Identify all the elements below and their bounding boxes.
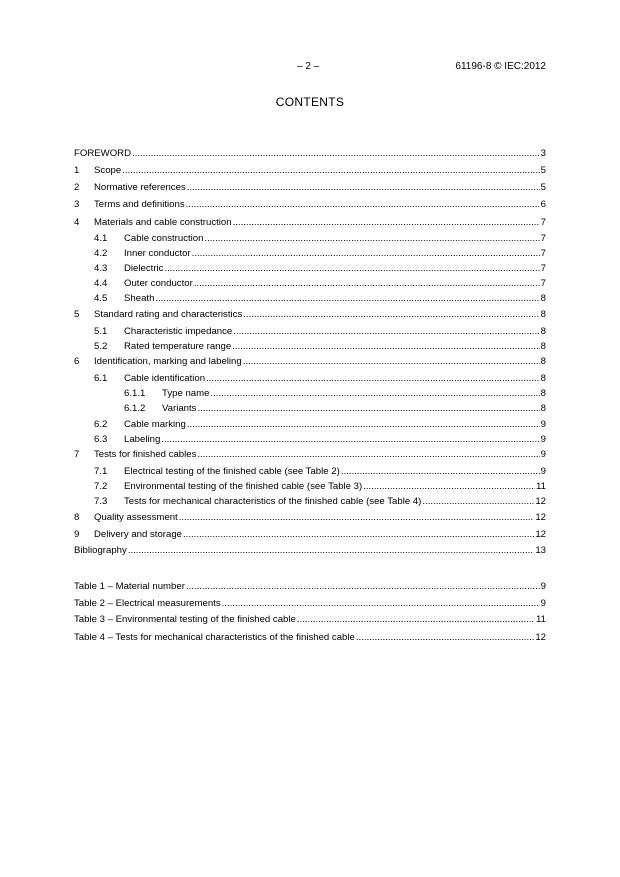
table-caption: Table 2 – Electrical measurements <box>74 598 221 609</box>
toc-entry-title: Identification, marking and labeling <box>94 356 242 367</box>
page-reference: 5 <box>540 182 546 193</box>
dot-leader <box>192 247 540 260</box>
toc-entry[interactable] <box>74 528 546 541</box>
page-reference: 8 <box>540 403 546 414</box>
toc-entry-title: Materials and cable construction <box>94 217 232 228</box>
toc-entry-number: 7.3 <box>94 496 108 507</box>
toc-entry-number: 6.2 <box>94 419 108 430</box>
list-of-tables-entry[interactable] <box>74 613 546 626</box>
toc-entry[interactable] <box>74 402 546 415</box>
toc-entry[interactable] <box>74 465 546 478</box>
page-reference: 8 <box>540 356 546 367</box>
dot-leader <box>179 511 535 524</box>
dot-leader <box>183 528 534 541</box>
toc-entry[interactable] <box>74 232 546 245</box>
toc-entry-title: Cable marking <box>124 419 186 430</box>
toc-entry-title: Terms and definitions <box>94 199 185 210</box>
page-reference: 8 <box>540 293 546 304</box>
toc-entry-number: 7.1 <box>94 466 108 477</box>
page-reference: 8 <box>540 326 546 337</box>
toc-entry[interactable] <box>74 247 546 260</box>
page-reference: 7 <box>540 248 546 259</box>
toc-entry-title: FOREWORD <box>74 148 132 159</box>
toc-entry-number: 6.1.1 <box>124 388 146 399</box>
toc-entry-number: 3 <box>74 199 80 210</box>
dot-leader <box>187 418 540 431</box>
toc-entry-number: 4.4 <box>94 278 108 289</box>
page-title: CONTENTS <box>275 95 345 109</box>
page-reference: 13 <box>535 545 546 556</box>
page-reference: 9 <box>540 598 546 609</box>
toc-entry-number: 4.5 <box>94 293 108 304</box>
dot-leader <box>422 495 534 508</box>
toc-entry-title: Labeling <box>124 434 161 445</box>
page-number: – 2 – <box>297 61 320 72</box>
dot-leader <box>243 355 540 368</box>
toc-entry[interactable] <box>74 181 546 194</box>
toc-entry-number: 7 <box>74 449 80 460</box>
toc-entry[interactable] <box>74 292 546 305</box>
toc-entry-number: 1 <box>74 165 80 176</box>
dot-leader <box>233 325 539 338</box>
toc-entry[interactable] <box>74 433 546 446</box>
dot-leader <box>164 262 539 275</box>
dot-leader <box>187 181 540 194</box>
toc-entry-title: Tests for finished cables <box>94 449 197 460</box>
toc-entry-title: Standard rating and characteristics <box>94 309 243 320</box>
toc-entry-number: 4.2 <box>94 248 108 259</box>
toc-entry-title: Quality assessment <box>94 512 178 523</box>
dot-leader <box>363 480 535 493</box>
toc-entry-number: 6.1.2 <box>124 403 146 414</box>
toc-entry-title: Delivery and storage <box>94 529 182 540</box>
page-reference: 7 <box>540 278 546 289</box>
toc-entry[interactable] <box>74 262 546 275</box>
toc-entry-number: 6.1 <box>94 373 108 384</box>
dot-leader <box>197 448 539 461</box>
page-reference: 5 <box>540 165 546 176</box>
toc-entry-number: 5 <box>74 309 80 320</box>
toc-entry-title: Scope <box>94 165 122 176</box>
page-reference: 12 <box>535 529 546 540</box>
page-reference: 8 <box>540 373 546 384</box>
dot-leader <box>356 631 534 644</box>
toc-entry[interactable] <box>74 325 546 338</box>
table-caption: Table 3 – Environmental testing of the finished cable <box>74 614 296 625</box>
toc-entry-number: 5.2 <box>94 341 108 352</box>
dot-leader <box>206 372 540 385</box>
document-reference: 61196-8 © IEC:2012 <box>455 61 546 72</box>
toc-entry-title: Variants <box>162 403 197 414</box>
dot-leader <box>132 147 540 160</box>
page-reference: 12 <box>535 632 546 643</box>
dot-leader <box>297 613 535 626</box>
page-reference: 9 <box>540 449 546 460</box>
toc-entry-number: 4 <box>74 217 80 228</box>
dot-leader <box>197 402 539 415</box>
toc-entry-title: Normative references <box>94 182 186 193</box>
dot-leader <box>128 544 535 557</box>
page-reference: 8 <box>540 341 546 352</box>
toc-entry-title: Sheath <box>124 293 155 304</box>
toc-entry-title: Inner conductor <box>124 248 191 259</box>
toc-entry[interactable] <box>74 418 546 431</box>
toc-entry-number: 2 <box>74 182 80 193</box>
toc-entry[interactable] <box>74 387 546 400</box>
toc-entry-number: 8 <box>74 512 80 523</box>
toc-entry-title: Cable construction <box>124 233 204 244</box>
toc-entry[interactable] <box>74 340 546 353</box>
page-reference: 9 <box>540 434 546 445</box>
page-reference: 6 <box>540 199 546 210</box>
dot-leader <box>186 198 540 211</box>
dot-leader <box>243 308 539 321</box>
page-reference: 9 <box>540 466 546 477</box>
toc-entry[interactable] <box>74 544 546 557</box>
toc-entry[interactable] <box>74 216 546 229</box>
toc-entry-number: 6 <box>74 356 80 367</box>
page-reference: 12 <box>535 512 546 523</box>
page-reference: 12 <box>535 496 546 507</box>
toc-entry-title: Dielectric <box>124 263 164 274</box>
dot-leader <box>155 292 539 305</box>
page-reference: 7 <box>540 233 546 244</box>
page-reference: 8 <box>540 309 546 320</box>
page-reference: 3 <box>540 148 546 159</box>
toc-entry-number: 7.2 <box>94 481 108 492</box>
toc-entry-title: Electrical testing of the finished cable (see Table 2) <box>124 466 340 477</box>
toc-entry-title: Characteristic impedance <box>124 326 233 337</box>
dot-leader <box>204 232 539 245</box>
toc-entry-title: Tests for mechanical characteristics of the finished cable (see Table 4) <box>124 496 422 507</box>
dot-leader <box>233 216 540 229</box>
page-reference: 9 <box>540 581 546 592</box>
toc-entry[interactable] <box>74 480 546 493</box>
dot-leader <box>161 433 539 446</box>
toc-entry-number: 6.3 <box>94 434 108 445</box>
dot-leader <box>222 597 540 610</box>
dot-leader <box>186 580 540 593</box>
toc-entry[interactable] <box>74 372 546 385</box>
toc-entry[interactable] <box>74 198 546 211</box>
page-reference: 7 <box>540 217 546 228</box>
list-of-tables-entry[interactable] <box>74 580 546 593</box>
toc-entry-title: Environmental testing of the finished cable (see Table 3) <box>124 481 363 492</box>
page-reference: 7 <box>540 263 546 274</box>
page-reference: 9 <box>540 419 546 430</box>
toc-entry-number: 9 <box>74 529 80 540</box>
toc-entry-title: Type name <box>162 388 210 399</box>
dot-leader <box>210 387 539 400</box>
table-caption: Table 1 – Material number <box>74 581 185 592</box>
toc-entry[interactable] <box>74 495 546 508</box>
page-reference: 11 <box>536 614 546 625</box>
dot-leader <box>232 340 539 353</box>
page-reference: 8 <box>540 388 546 399</box>
toc-entry-title: Rated temperature range <box>124 341 232 352</box>
toc-entry-number: 4.3 <box>94 263 108 274</box>
toc-entry[interactable] <box>74 448 546 461</box>
toc-entry[interactable] <box>74 511 546 524</box>
toc-entry[interactable] <box>74 164 546 177</box>
toc-entry-number: 4.1 <box>94 233 108 244</box>
toc-entry[interactable] <box>74 355 546 368</box>
dot-leader <box>122 164 539 177</box>
toc-entry[interactable] <box>74 147 546 160</box>
page-reference: 11 <box>536 481 546 492</box>
dot-leader <box>194 277 540 290</box>
toc-entry-title: Cable identification <box>124 373 206 384</box>
table-caption: Table 4 – Tests for mechanical characteristics of the finished cable <box>74 632 355 643</box>
toc-entry[interactable] <box>74 308 546 321</box>
toc-entry[interactable] <box>74 277 546 290</box>
toc-entry-title: Outer conductor <box>124 278 193 289</box>
list-of-tables-entry[interactable] <box>74 631 546 644</box>
list-of-tables-entry[interactable] <box>74 597 546 610</box>
toc-entry-number: 5.1 <box>94 326 108 337</box>
toc-entry-title: Bibliography <box>74 545 127 556</box>
dot-leader <box>341 465 540 478</box>
